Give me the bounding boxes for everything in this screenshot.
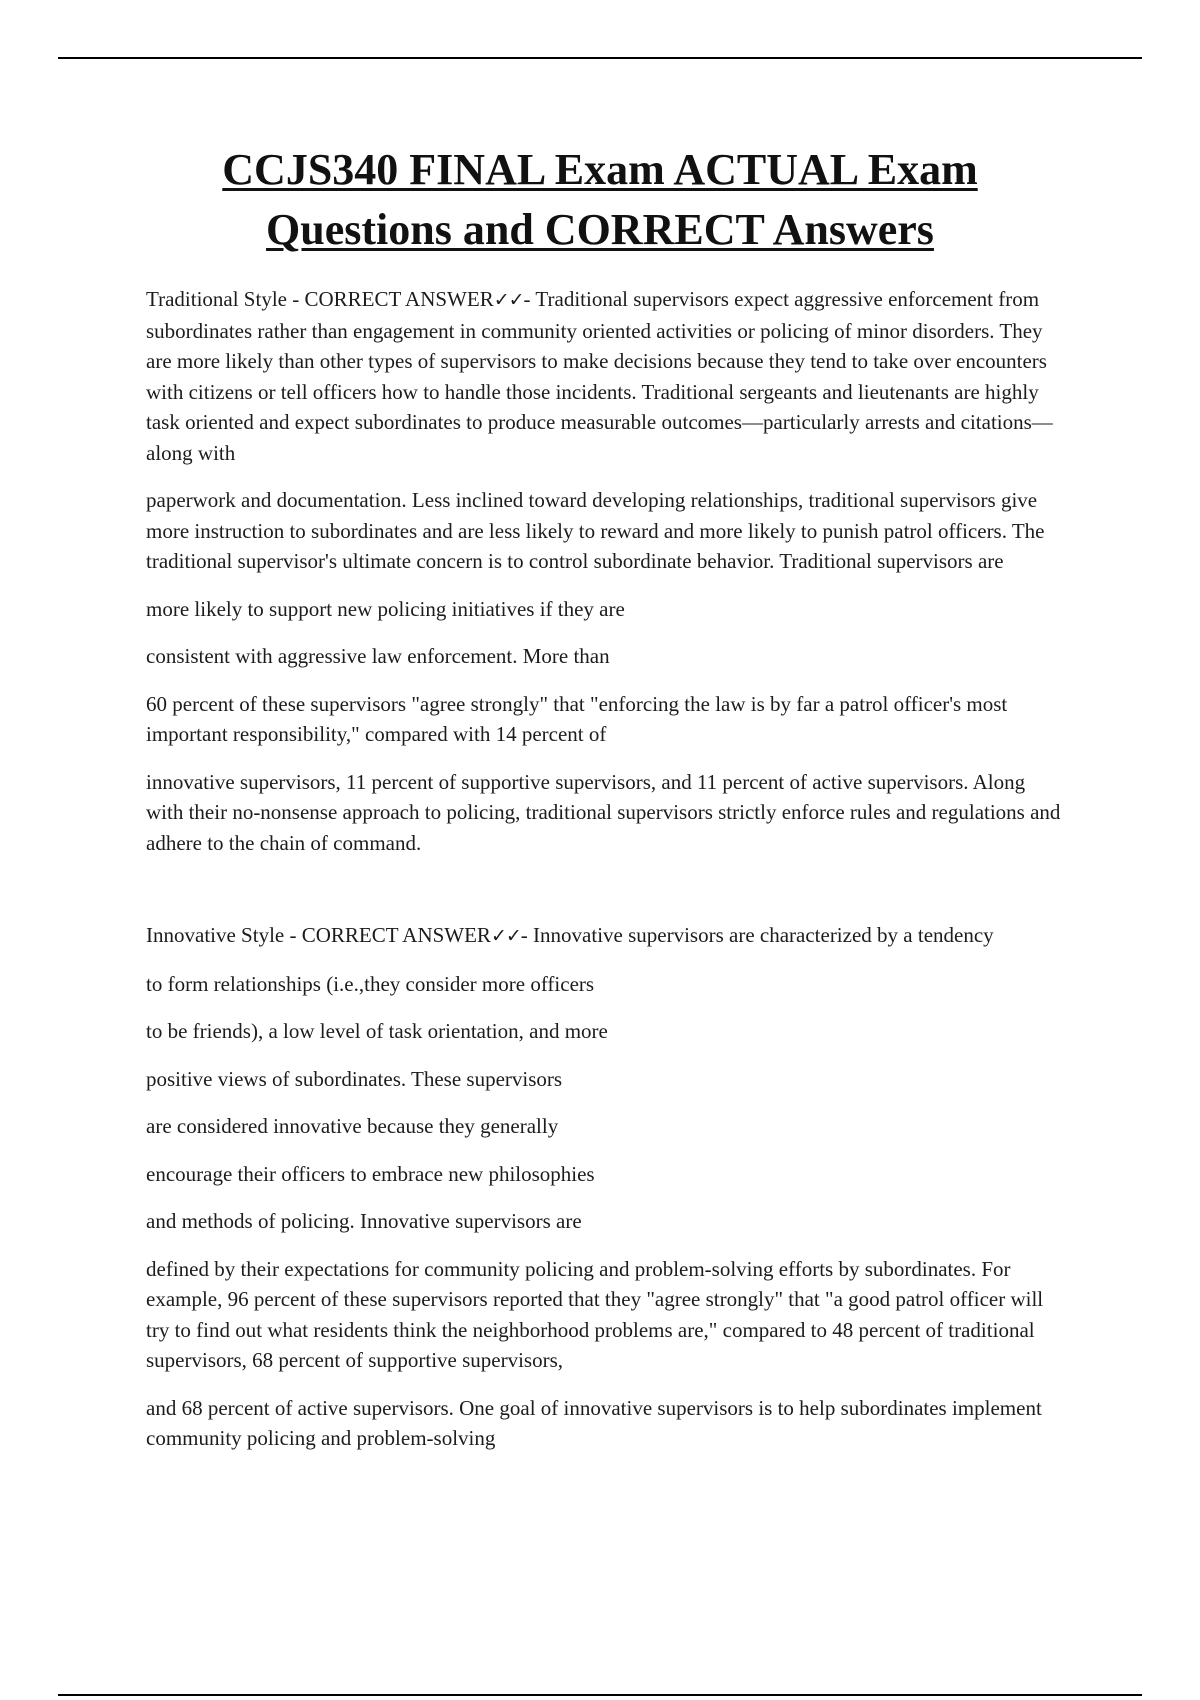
document-title — [100, 140, 1100, 260]
bottom-rule — [58, 1694, 1142, 1696]
paragraph: consistent with aggressive law enforcement. More than — [146, 644, 610, 668]
section-innovative-lead — [146, 920, 1066, 952]
paragraph: positive views of subordinates. These supervisors — [146, 1066, 563, 1091]
section-spacer — [146, 875, 1066, 920]
title-line-1: CCJS340 FINAL Exam ACTUAL Exam — [222, 145, 978, 194]
paragraph: are considered innovative because they generally — [146, 1114, 559, 1138]
document-body — [146, 284, 1066, 1471]
paragraph: 60 percent of these supervisors "agree strongly" that "enforcing the law is by far a patrol officer's most important responsibility," compared with 14 percent of — [146, 691, 1008, 746]
paragraph: paperwork and documentation. Less inclined toward developing relationships, traditional supervisors give more instruction to subordinates and are less likely to reward and more likely to punish patrol officers. The traditional supervisor's ultimate concern is to control subordinate behavior. Traditional supervisors are — [146, 488, 1045, 573]
paragraph: and methods of policing. Innovative supervisors are — [146, 1209, 582, 1233]
answer-traditional: - Traditional supervisors expect aggressive enforcement from subordinates rather than engagement in community oriented activities or policing of minor disorders. They are more likely than other types of supervisors to make decisions because they tend to take over encounters with citizens or tell officers how to handle those incidents. Traditional sergeants and lieutenants are highly task oriented and expect subordinates to produce measurable outcomes—particularly arrests and citations—along with — [146, 287, 1053, 465]
paragraph: to form relationships (i.e.,they consider more officers — [146, 971, 595, 996]
answer-innovative: - Innovative supervisors are characterized by a tendency — [520, 923, 994, 947]
paragraph: more likely to support new policing initiatives if they are — [146, 596, 625, 621]
paragraph: defined by their expectations for community policing and problem-solving efforts by subordinates. For example, 96 percent of these supervisors reported that they "agree strongly" that "a good patrol officer will try to find out what residents think the neighborhood problems are," compared to 48 percent of traditional supervisors, 68 percent of supportive supervisors, — [146, 1256, 1044, 1372]
check-marks-icon: ✓✓ — [490, 925, 521, 947]
paragraph: to be friends), a low level of task orientation, and more — [146, 1019, 608, 1043]
paragraph: innovative supervisors, 11 percent of supportive supervisors, and 11 percent of active supervisors. Along with their no-nonsense approach to policing, traditional supervisors strictly enforce rules and regulations and adhere to the chain of command. — [146, 769, 1061, 855]
top-rule — [58, 57, 1142, 59]
check-marks-icon: ✓✓ — [493, 289, 524, 311]
term-innovative: Innovative Style - CORRECT ANSWER — [146, 923, 491, 947]
section-traditional-lead — [146, 284, 1066, 468]
paragraph: and 68 percent of active supervisors. One goal of innovative supervisors is to help subordinates implement community policing and problem-solving — [146, 1395, 1042, 1450]
title-line-2: Questions and CORRECT Answers — [266, 205, 934, 254]
term-traditional: Traditional Style - CORRECT ANSWER — [146, 287, 494, 311]
paragraph: encourage their officers to embrace new philosophies — [146, 1161, 595, 1186]
